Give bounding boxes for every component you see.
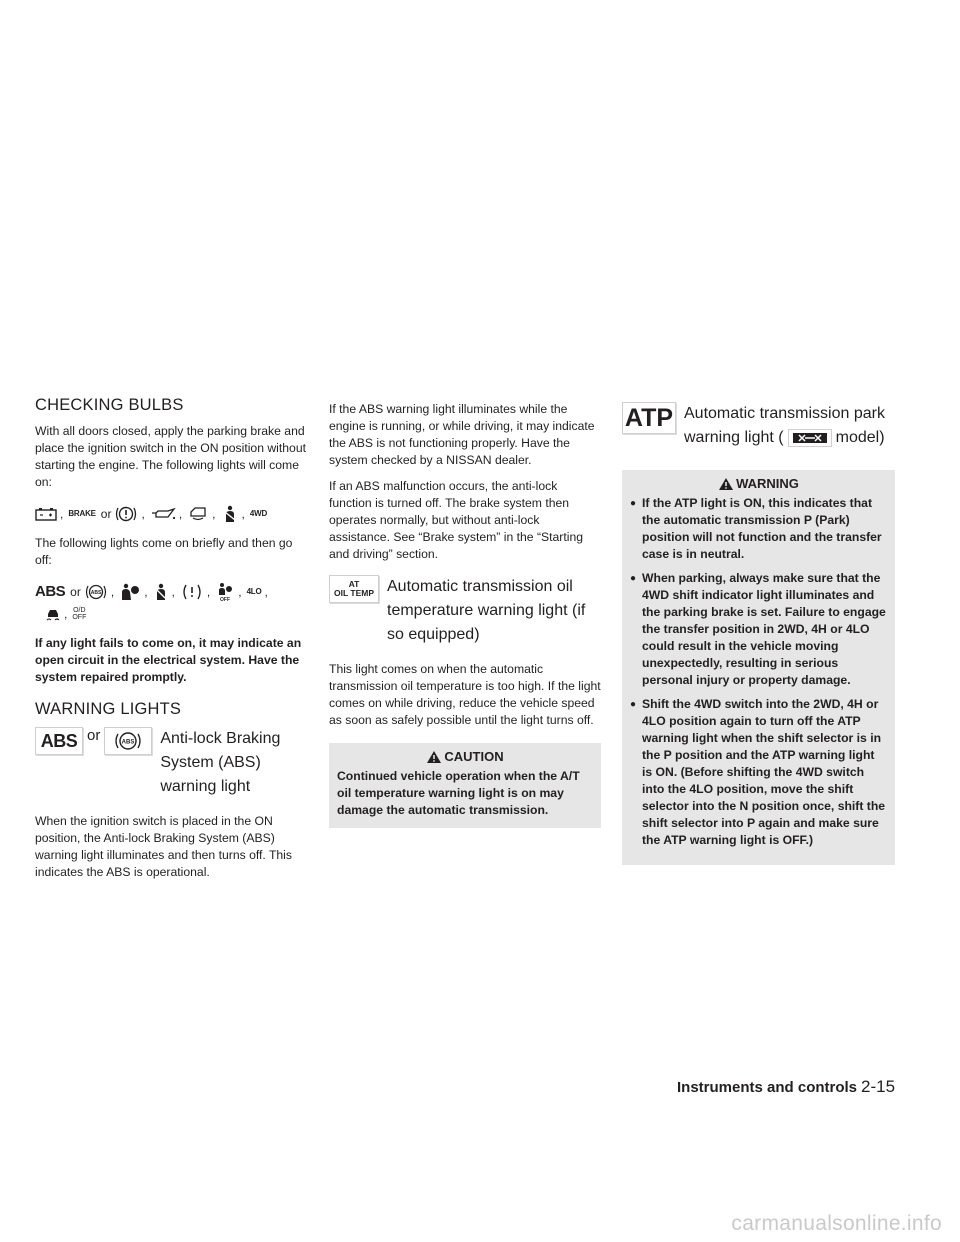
seatbelt-icon (221, 505, 239, 523)
warning-box (622, 470, 895, 865)
abs-badges (35, 727, 152, 755)
abs-circle-badge-text: ABS (122, 739, 135, 746)
comma: , (264, 585, 268, 599)
door-open-icon (187, 506, 209, 522)
fail-warning-text: If any light fails to come on, it may indicate an open circuit in the electrical system. Have the system repaired promptly. (35, 636, 302, 684)
at-oil-title: Automatic transmission oil temperature warning light (if so equipped) (387, 578, 586, 643)
caution-label: CAUTION (444, 749, 504, 764)
4lo-text-icon: 4LO (246, 587, 262, 596)
list-item: ● When parking, always make sure that the 4WD shift indicator light illuminates and the parking brake is set. Failure to engage the transfer position in 2WD, 4H or 4LO could result in the vehicle moving unexpectedly, resulting in serious personal injury or property damage. (630, 570, 887, 689)
abs-text-icon: ABS (35, 583, 66, 600)
atp-title-part1: Automatic transmission park warning light ( (684, 405, 885, 446)
at-badge-line1: AT (348, 579, 360, 589)
4x4-icon (788, 429, 832, 447)
caution-header (329, 743, 601, 768)
od-off-icon (72, 607, 86, 621)
abs-circle-icon (84, 583, 108, 601)
at-badge-line2: OIL TEMP (334, 588, 374, 598)
brief-text: The following lights come on briefly and then go off: (35, 536, 293, 567)
page-number: 2-15 (861, 1077, 896, 1096)
list-item: ● Shift the 4WD switch into the 2WD, 4H or 4LO position again to turn off the ATP warning light when the shift selector is in the P position and the ATP warning light is ON. (Before shifting the 4WD switch into the 4LO position, move the shift selector into the N position once, shift the shift selector into P again and make sure the ATP warning light is OFF.) (630, 696, 887, 849)
od-line2: OFF (72, 614, 87, 621)
or-text: or (70, 585, 81, 599)
atp-badge-text: ATP (624, 403, 674, 432)
abs-warning-title: Anti-lock Braking System (ABS) warning light (160, 730, 281, 795)
atp-title-part2: model) (835, 429, 885, 446)
abs-warning-text: When the ignition switch is placed in the ON position, the Anti-lock Braking System (ABS) warning light illuminates and then turns off. This indicates the ABS is operational. (35, 814, 292, 879)
comma: , (178, 507, 183, 521)
caution-box (329, 743, 601, 828)
warning-label: WARNING (736, 476, 799, 491)
comma: , (241, 507, 245, 521)
watermark: carmanualsonline.info (731, 1212, 942, 1235)
abs-circle-text: ABS (90, 590, 102, 596)
comma: , (144, 585, 148, 599)
brake-warning-icon (114, 505, 138, 523)
column-right (622, 402, 895, 865)
abs-badge-text: ABS (40, 730, 78, 751)
abs-badge-icon (35, 727, 83, 755)
comma: , (64, 607, 68, 621)
atp-title (684, 402, 894, 450)
oil-pressure-icon (150, 507, 176, 521)
comma: , (206, 585, 211, 599)
comma: , (212, 507, 216, 521)
at-oil-text: This light comes on when the automatic transmission oil temperature is too high. If the light comes on while driving, reduce the vehicle speed as soon as safely possible until the light turns off. (329, 662, 601, 727)
icons-on-row (35, 503, 307, 525)
battery-icon (35, 507, 57, 521)
warning-header (622, 470, 895, 495)
list-item: ● If the ATP light is ON, this indicates that the automatic transmission P (Park) position will not function and the transfer case is in neutral. (630, 495, 887, 563)
comma: , (238, 585, 242, 599)
airbag-icon (119, 583, 141, 601)
at-oil-head (329, 575, 601, 647)
abs-cont-para2: If an ABS malfunction occurs, the anti-lock function is turned off. The brake system then operates normally, but without anti-lock assistance. See “Brake system” in the “Starting and driving” section. (329, 479, 584, 561)
od-line1: O/D (73, 607, 86, 614)
comma: , (60, 507, 64, 521)
atp-badge-icon (622, 402, 676, 434)
abs-cont-para1: If the ABS warning light illuminates while the engine is running, or while driving, it may indicate the ABS is not functioning properly. Have the system checked by a NISSAN dealer. (329, 402, 595, 467)
checking-bulbs-intro: With all doors closed, apply the parking brake and place the ignition switch in the ON position without starting the engine. The following lights will come on: (35, 424, 306, 489)
vdc-off-icon (45, 606, 61, 622)
caution-text: Continued vehicle operation when the A/T oil temperature warning light is on may damage the automatic transmission. (337, 769, 580, 817)
4wd-text-icon: 4WD (249, 509, 268, 518)
column-middle (329, 401, 601, 828)
warning-triangle-icon (718, 477, 734, 491)
comma: , (110, 585, 115, 599)
comma: , (141, 507, 145, 521)
icons-brief-row (35, 581, 307, 625)
airbag-off-text: OFF (220, 597, 231, 602)
page-footer (677, 1077, 895, 1097)
caution-triangle-icon (426, 750, 442, 764)
abs-warning-head (35, 727, 307, 799)
brake-text-icon: BRAKE (68, 509, 96, 518)
comma: , (171, 585, 175, 599)
atp-head (622, 402, 895, 450)
master-warning-icon (180, 583, 204, 601)
warning-list (622, 495, 895, 849)
section-title: Instruments and controls (677, 1079, 858, 1096)
abs-circle-badge-icon (104, 727, 152, 755)
seatbelt-passenger-icon (153, 583, 169, 601)
column-left (35, 396, 307, 890)
checking-bulbs-heading: CHECKING BULBS (35, 396, 184, 414)
airbag-off-icon (215, 582, 235, 602)
warning-lights-heading: WARNING LIGHTS (35, 700, 182, 718)
or-text: or (100, 507, 112, 521)
at-oil-temp-badge-icon (329, 575, 379, 603)
or-text: or (87, 727, 101, 744)
